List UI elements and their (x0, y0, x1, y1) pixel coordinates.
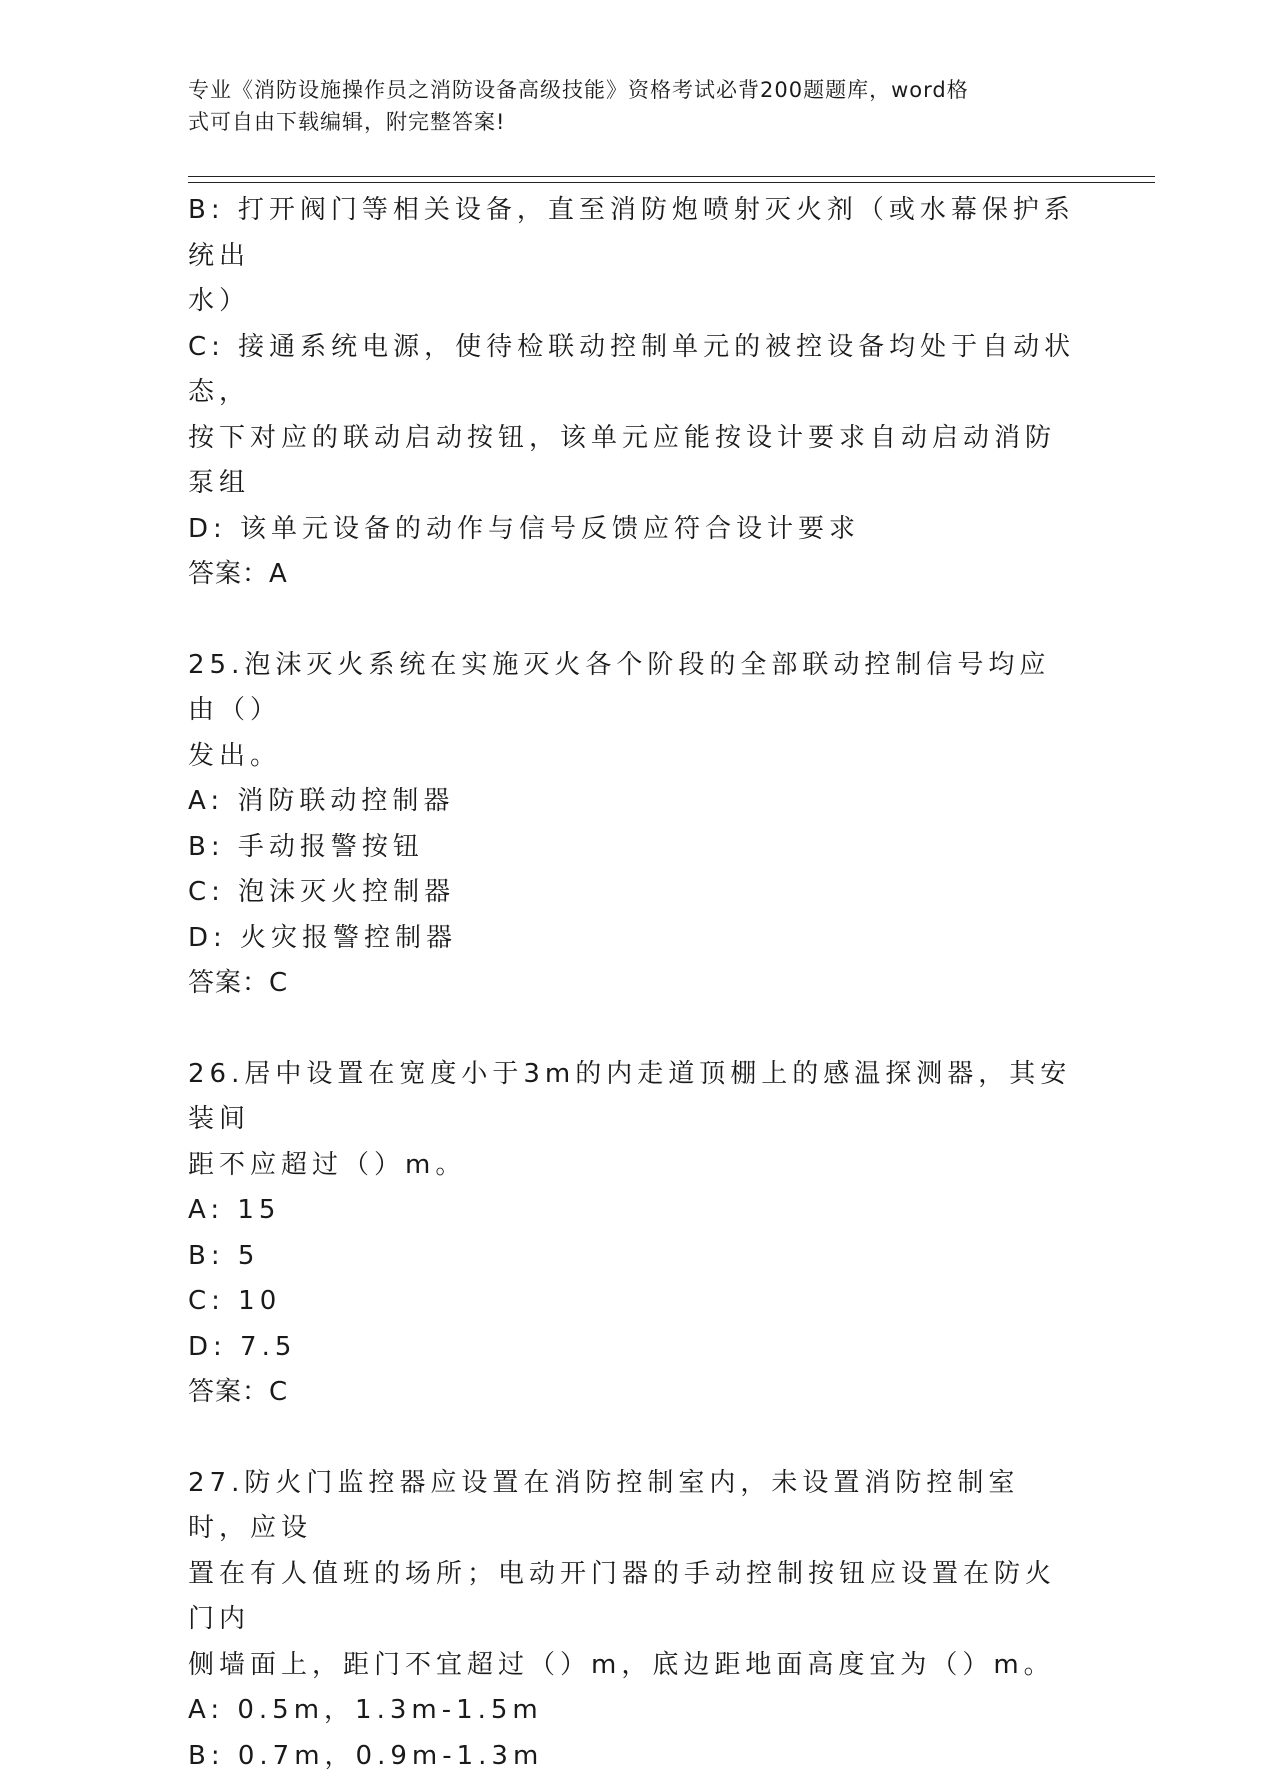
question-stem-line-3: 侧墙面上，距门不宜超过（）m，底边距地面高度宜为（）m。 (188, 1643, 1078, 1689)
spacer (188, 1416, 1078, 1461)
question-stem-line-1: 25.泡沫灭火系统在实施灭火各个阶段的全部联动控制信号均应由（） (188, 643, 1078, 734)
option-b: B: 0.7m，0.9m-1.3m (188, 1734, 1078, 1779)
question-25 (188, 643, 1078, 1007)
header-title-line-2: 式可自由下载编辑，附完整答案! (188, 106, 1068, 138)
spacer (188, 598, 1078, 643)
question-stem-line-2: 发出。 (188, 734, 1078, 780)
spacer (188, 1007, 1078, 1052)
document-header (188, 74, 1068, 138)
question-24-tail (188, 188, 1078, 598)
answer: 答案：C (188, 961, 1078, 1007)
answer: 答案：C (188, 1370, 1078, 1416)
option-c: C: 10 (188, 1279, 1078, 1325)
header-title-line-1: 专业《消防设施操作员之消防设备高级技能》资格考试必背200题题库，word格 (188, 74, 1068, 106)
option-c: C: 泡沫灭火控制器 (188, 870, 1078, 916)
option-d: D: 7.5 (188, 1325, 1078, 1371)
option-a: A: 消防联动控制器 (188, 779, 1078, 825)
question-stem-line-1: 26.居中设置在宽度小于3m的内走道顶棚上的感温探测器，其安装间 (188, 1052, 1078, 1143)
question-content (188, 188, 1078, 1779)
answer: 答案：A (188, 552, 1078, 598)
question-stem-line-1: 27.防火门监控器应设置在消防控制室内，未设置消防控制室时，应设 (188, 1461, 1078, 1552)
header-divider-top (188, 176, 1155, 177)
option-b-line-1: B: 打开阀门等相关设备，直至消防炮喷射灭火剂（或水幕保护系统出 (188, 188, 1078, 279)
option-d: D: 火灾报警控制器 (188, 916, 1078, 962)
option-b: B: 5 (188, 1234, 1078, 1280)
option-b-line-2: 水） (188, 279, 1078, 325)
question-stem-line-2: 置在有人值班的场所；电动开门器的手动控制按钮应设置在防火门内 (188, 1552, 1078, 1643)
option-d: D: 该单元设备的动作与信号反馈应符合设计要求 (188, 507, 1078, 553)
option-a: A: 15 (188, 1188, 1078, 1234)
option-c-line-1: C: 接通系统电源，使待检联动控制单元的被控设备均处于自动状态， (188, 325, 1078, 416)
option-c-line-2: 按下对应的联动启动按钮，该单元应能按设计要求自动启动消防泵组 (188, 416, 1078, 507)
header-divider-bottom (188, 182, 1155, 183)
question-26 (188, 1052, 1078, 1416)
question-stem-line-2: 距不应超过（）m。 (188, 1143, 1078, 1189)
question-27 (188, 1461, 1078, 1779)
option-b: B: 手动报警按钮 (188, 825, 1078, 871)
option-a: A: 0.5m，1.3m-1.5m (188, 1688, 1078, 1734)
